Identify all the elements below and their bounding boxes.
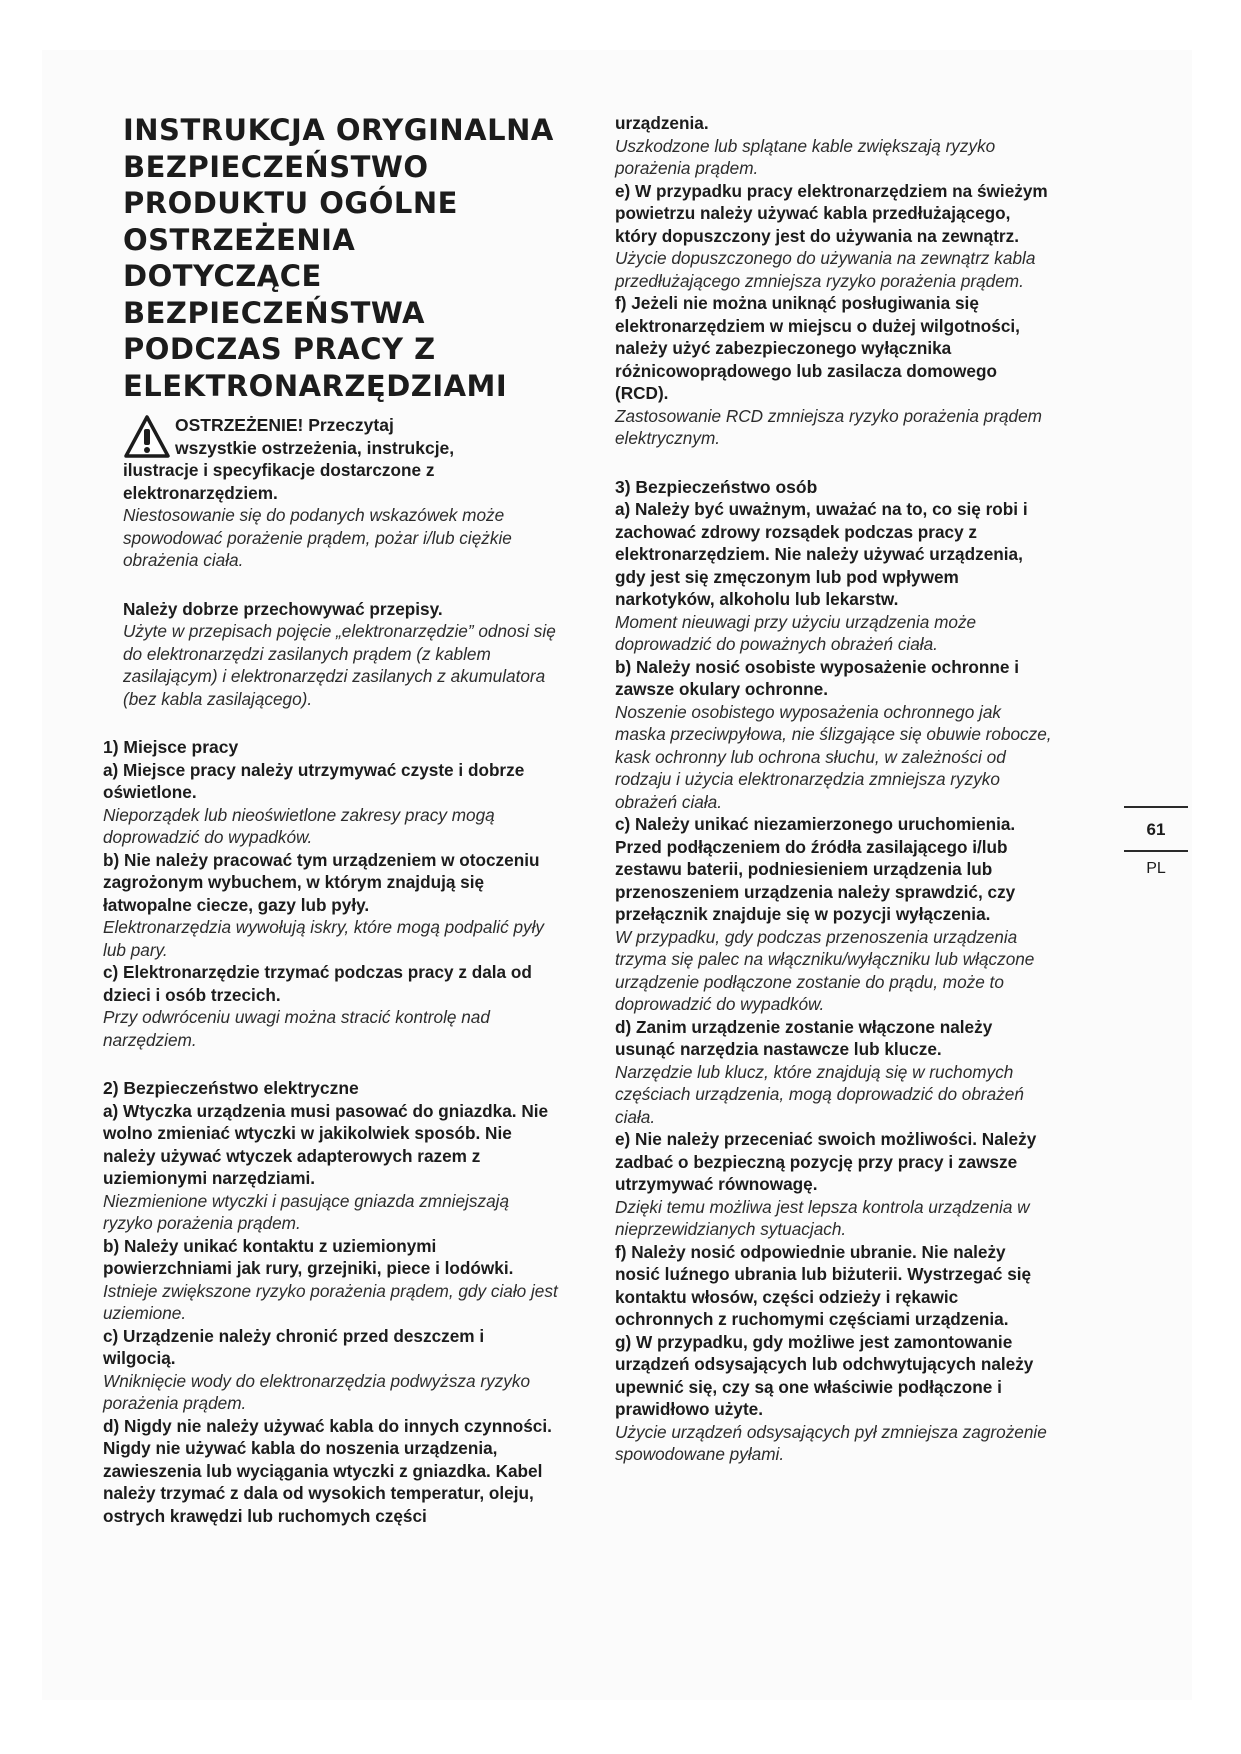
work-area-b-italic: Elektronarzędzia wywołują iskry, które mogą podpalić pyły lub pary.: [103, 917, 545, 960]
personal-e-italic: Dzięki temu możliwa jest lepsza kontrola urządzenia w nieprzewidzianych sytuacjach.: [615, 1196, 1030, 1239]
electrical-b-italic: Istnieje zwiększone ryzyko porażenia prądem, gdy ciało jest uziemione.: [103, 1280, 558, 1323]
personal-f-bold: f) Należy nosić odpowiednie ubranie. Nie należy nosić luźnego ubrania lub biżuterii. Wystrzegać się kontaktu włosów, części odzieży i rękawic ochronnych z ruchomymi częściami urządzenia.: [615, 1241, 1032, 1329]
work-area-a-bold: a) Miejsce pracy należy utrzymywać czyste i dobrze oświetlone.: [103, 759, 525, 802]
personal-a-italic: Moment nieuwagi przy użyciu urządzenia może doprowadzić do poważnych obrażeń ciała.: [615, 611, 977, 654]
electrical-d-continued-bold: urządzenia.: [615, 113, 709, 133]
personal-c-bold: c) Należy unikać niezamierzonego uruchomienia. Przed podłączeniem do źródła zasilającego i/lub zestawu baterii, podniesieniem urządzenia lub przenoszeniem urządzenia należy sprawdzić, czy przełącznik znajduje się w pozycji wyłączenia.: [615, 814, 1016, 924]
page-language: PL: [1146, 860, 1166, 877]
page-number: 61: [1146, 820, 1166, 839]
section-title-personal: 3) Bezpieczeństwo osób: [615, 476, 818, 497]
keep-instructions: [123, 598, 558, 711]
warning-italic-text: Niestosowanie się do podanych wskazówek może spowodować porażenie prądem, pożar i/lub ciężkie obrażenia ciała.: [123, 505, 512, 570]
section-title-work-area: 1) Miejsce pracy: [103, 737, 239, 757]
keep-italic: Użyte w przepisach pojęcie „elektronarzędzie” odnosi się do elektronarzędzi zasilanych prądem (z kablem zasilającym) i elektronarzędzi zasilanych z akumulatora (bez kabla zasilającego).: [123, 621, 556, 709]
electrical-d-bold: d) Nigdy nie należy używać kabla do innych czynności. Nigdy nie używać kabla do noszenia urządzenia, zawieszenia lub wyciągania wtyczki z gniazdka. Kabel należy trzymać z dala od wysokich temperatur, oleju, ostrych krawędzi lub ruchomych części: [103, 1415, 552, 1526]
main-title: INSTRUKCJA ORYGINALNA BEZPIECZEŃSTWO PRODUKTU OGÓLNE OSTRZEŻENIA DOTYCZĄCE BEZPIECZEŃSTWA PODCZAS PRACY Z ELEKTRONARZĘDZIAMI: [123, 113, 554, 403]
left-column: [103, 112, 558, 1527]
personal-d-bold: d) Zanim urządzenie zostanie włączone należy usunąć narzędzia nastawcze lub klucze.: [615, 1016, 993, 1059]
warning-line-1: OSTRZEŻENIE! Przeczytaj: [175, 415, 394, 435]
personal-e-bold: e) Nie należy przeceniać swoich możliwości. Należy zadbać o bezpieczną pozycję przy pracy i zawsze utrzymywać równowagę.: [615, 1129, 1037, 1194]
section-personal-safety: [615, 476, 1055, 1466]
work-area-a-italic: Nieporządek lub nieoświetlone zakresy pracy mogą doprowadzić do wypadków.: [103, 804, 495, 847]
electrical-b-bold: b) Należy unikać kontaktu z uziemionymi powierzchniami jak rury, grzejniki, piece i lodówki.: [103, 1235, 514, 1278]
warning-bold-text: ilustracje i specyfikacje dostarczone z elektronarzędziem.: [123, 460, 435, 503]
electrical-f-italic: Zastosowanie RCD zmniejsza ryzyko porażenia prądem elektrycznym.: [615, 405, 1042, 448]
work-area-c-bold: c) Elektronarzędzie trzymać podczas pracy z dala od dzieci i osób trzecich.: [103, 962, 532, 1005]
work-area-b-bold: b) Nie należy pracować tym urządzeniem w otoczeniu zagrożonym wybuchem, w którym znajdują się łatwopalne ciecze, gazy lub pyły.: [103, 849, 540, 915]
electrical-a-bold: a) Wtyczka urządzenia musi pasować do gniazdka. Nie wolno zmieniać wtyczki w jakikolwiek sposób. Nie należy używać wtyczek adapterowych razem z uziemionymi narzędziami.: [103, 1100, 549, 1188]
section-electrical-safety: [103, 1077, 558, 1527]
electrical-e-italic: Użycie dopuszczonego do używania na zewnątrz kabla przedłużającego zmniejsza ryzyko porażenia prądem.: [615, 248, 1036, 291]
keep-bold: Należy dobrze przechowywać przepisy.: [123, 598, 443, 619]
right-column: [615, 112, 1055, 1466]
warning-block: [123, 414, 558, 572]
personal-g-italic: Użycie urządzeń odsysających pył zmniejsza zagrożenie spowodowane pyłami.: [615, 1421, 1047, 1464]
personal-d-italic: Narzędzie lub klucz, które znajdują się w ruchomych częściach urządzenia, mogą doprowadzić do obrażeń ciała.: [615, 1061, 1024, 1127]
electrical-a-italic: Niezmienione wtyczki i pasujące gniazda zmniejszają ryzyko porażenia prądem.: [103, 1190, 510, 1233]
page-tab: [1124, 806, 1188, 886]
warning-line-2: wszystkie ostrzeżenia, instrukcje,: [175, 437, 455, 458]
section-work-area: [103, 736, 558, 1051]
electrical-c-bold: c) Urządzenie należy chronić przed deszczem i wilgocią.: [103, 1325, 485, 1368]
personal-c-italic: W przypadku, gdy podczas przenoszenia urządzenia trzyma się palec na włączniku/wyłączniku lub włączone urządzenie podłączone zostanie do prądu, może to doprowadzić do wypadków.: [615, 926, 1035, 1014]
personal-g-bold: g) W przypadku, gdy możliwe jest zamontowanie urządzeń odsysających lub odchwytujących należy upewnić się, czy są one właściwie podłączone i prawidłowo użyte.: [615, 1331, 1034, 1419]
personal-b-bold: b) Należy nosić osobiste wyposażenie ochronne i zawsze okulary ochronne.: [615, 656, 1019, 699]
section-title-electrical: 2) Bezpieczeństwo elektryczne: [103, 1078, 359, 1098]
warning-triangle-icon: [123, 414, 171, 460]
electrical-d-continued-italic: Uszkodzone lub splątane kable zwiększają ryzyko porażenia prądem.: [615, 135, 996, 178]
work-area-c-italic: Przy odwróceniu uwagi można stracić kontrolę nad narzędziem.: [103, 1007, 490, 1050]
personal-b-italic: Noszenie osobistego wyposażenia ochronnego jak maska przeciwpyłowa, nie ślizgające się obuwie robocze, kask ochronny lub ochrona słuchu, w zależności od rodzaju i użycia elektronarzędzia zmniejsza ryzyko obrażeń ciała.: [615, 701, 1052, 812]
electrical-f-bold: f) Jeżeli nie można uniknąć posługiwania się elektronarzędziem w miejscu o dużej wilgotności, należy użyć zabezpieczonego wyłącznika różnicowoprądowego lub zasilacza domowego (RCD).: [615, 293, 1020, 403]
electrical-c-italic: Wniknięcie wody do elektronarzędzia podwyższa ryzyko porażenia prądem.: [103, 1370, 531, 1413]
personal-a-bold: a) Należy być uważnym, uważać na to, co się robi i zachować zdrowy rozsądek podczas pracy z elektronarzędziem. Nie należy używać urządzenia, gdy jest się zmęczonym lub pod wpływem narkotyków, alkoholu lub lekarstw.: [615, 499, 1028, 609]
electrical-e-bold: e) W przypadku pracy elektronarzędziem na świeżym powietrzu należy używać kabla przedłużającego, który dopuszczony jest do używania na zewnątrz.: [615, 180, 1048, 246]
